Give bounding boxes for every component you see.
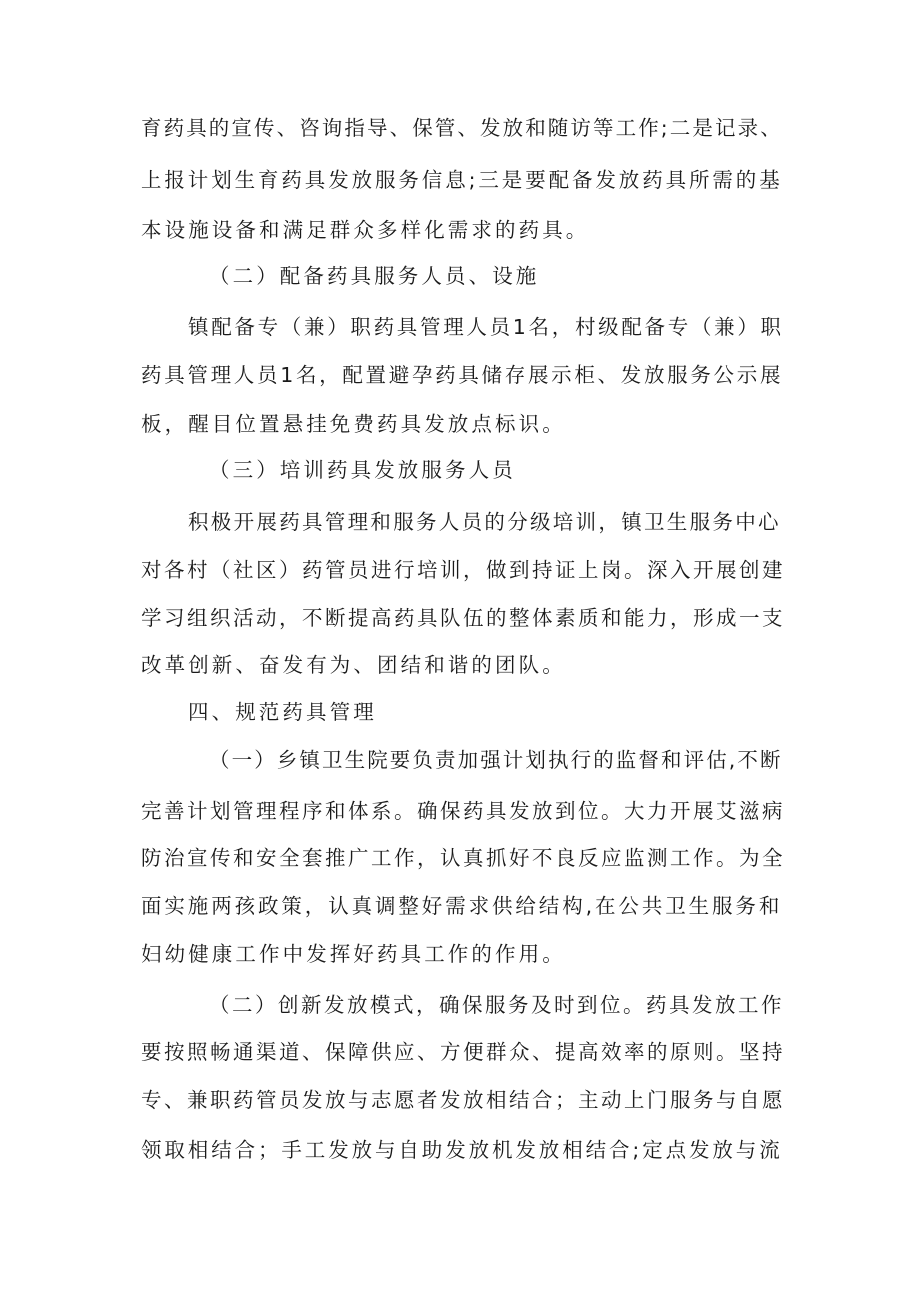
text-line: 领取相结合；手工发放与自助发放机发放相结合;定点发放与流: [141, 1138, 783, 1162]
text-line: 镇配备专（兼）职药具管理人员1名，村级配备专（兼）职: [188, 315, 784, 339]
text-line: 学习组织活动，不断提高药具队伍的整体素质和能力，形成一支: [141, 606, 785, 630]
text-line: 改革创新、奋发有为、团结和谐的团队。: [141, 653, 566, 677]
text-line: 妇幼健康工作中发挥好药具工作的作用。: [141, 942, 566, 966]
text-line: 板，醒目位置悬挂免费药具发放点标识。: [141, 412, 566, 436]
section-heading: （三）培训药具发放服务人员: [209, 458, 516, 482]
text-line: 本设施设备和满足群众多样化需求的药具。: [141, 218, 590, 242]
text-line: （二）创新发放模式，确保服务及时到位。药具发放工作: [209, 993, 784, 1017]
text-line: 积极开展药具管理和服务人员的分级培训，镇卫生服务中心: [188, 510, 781, 534]
section-heading: 四、规范药具管理: [188, 700, 377, 724]
text-line: 育药具的宣传、咨询指导、保管、发放和随访等工作;二是记录、: [141, 116, 783, 140]
text-line: 要按照畅通渠道、保障供应、方便群众、提高效率的原则。坚持: [141, 1040, 785, 1064]
text-line: （一）乡镇卫生院要负责加强计划执行的监督和评估,不断: [209, 748, 783, 772]
text-line: 完善计划管理程序和体系。确保药具发放到位。大力开展艾滋病: [141, 799, 785, 823]
text-line: 专、兼职药管员发放与志愿者发放相结合；主动上门服务与自愿: [141, 1088, 785, 1112]
section-heading: （二）配备药具服务人员、设施: [209, 264, 540, 288]
text-line: 上报计划生育药具发放服务信息;三是要配备发放药具所需的基: [141, 168, 783, 192]
text-line: 面实施两孩政策，认真调整好需求供给结构,在公共卫生服务和: [141, 894, 783, 918]
text-line: 防治宣传和安全套推广工作，认真抓好不良反应监测工作。为全: [141, 846, 785, 870]
text-line: 对各村（社区）药管员进行培训，做到持证上岗。深入开展创建: [141, 558, 785, 582]
text-line: 药具管理人员1名，配置避孕药具储存展示柜、发放服务公示展: [141, 363, 784, 387]
